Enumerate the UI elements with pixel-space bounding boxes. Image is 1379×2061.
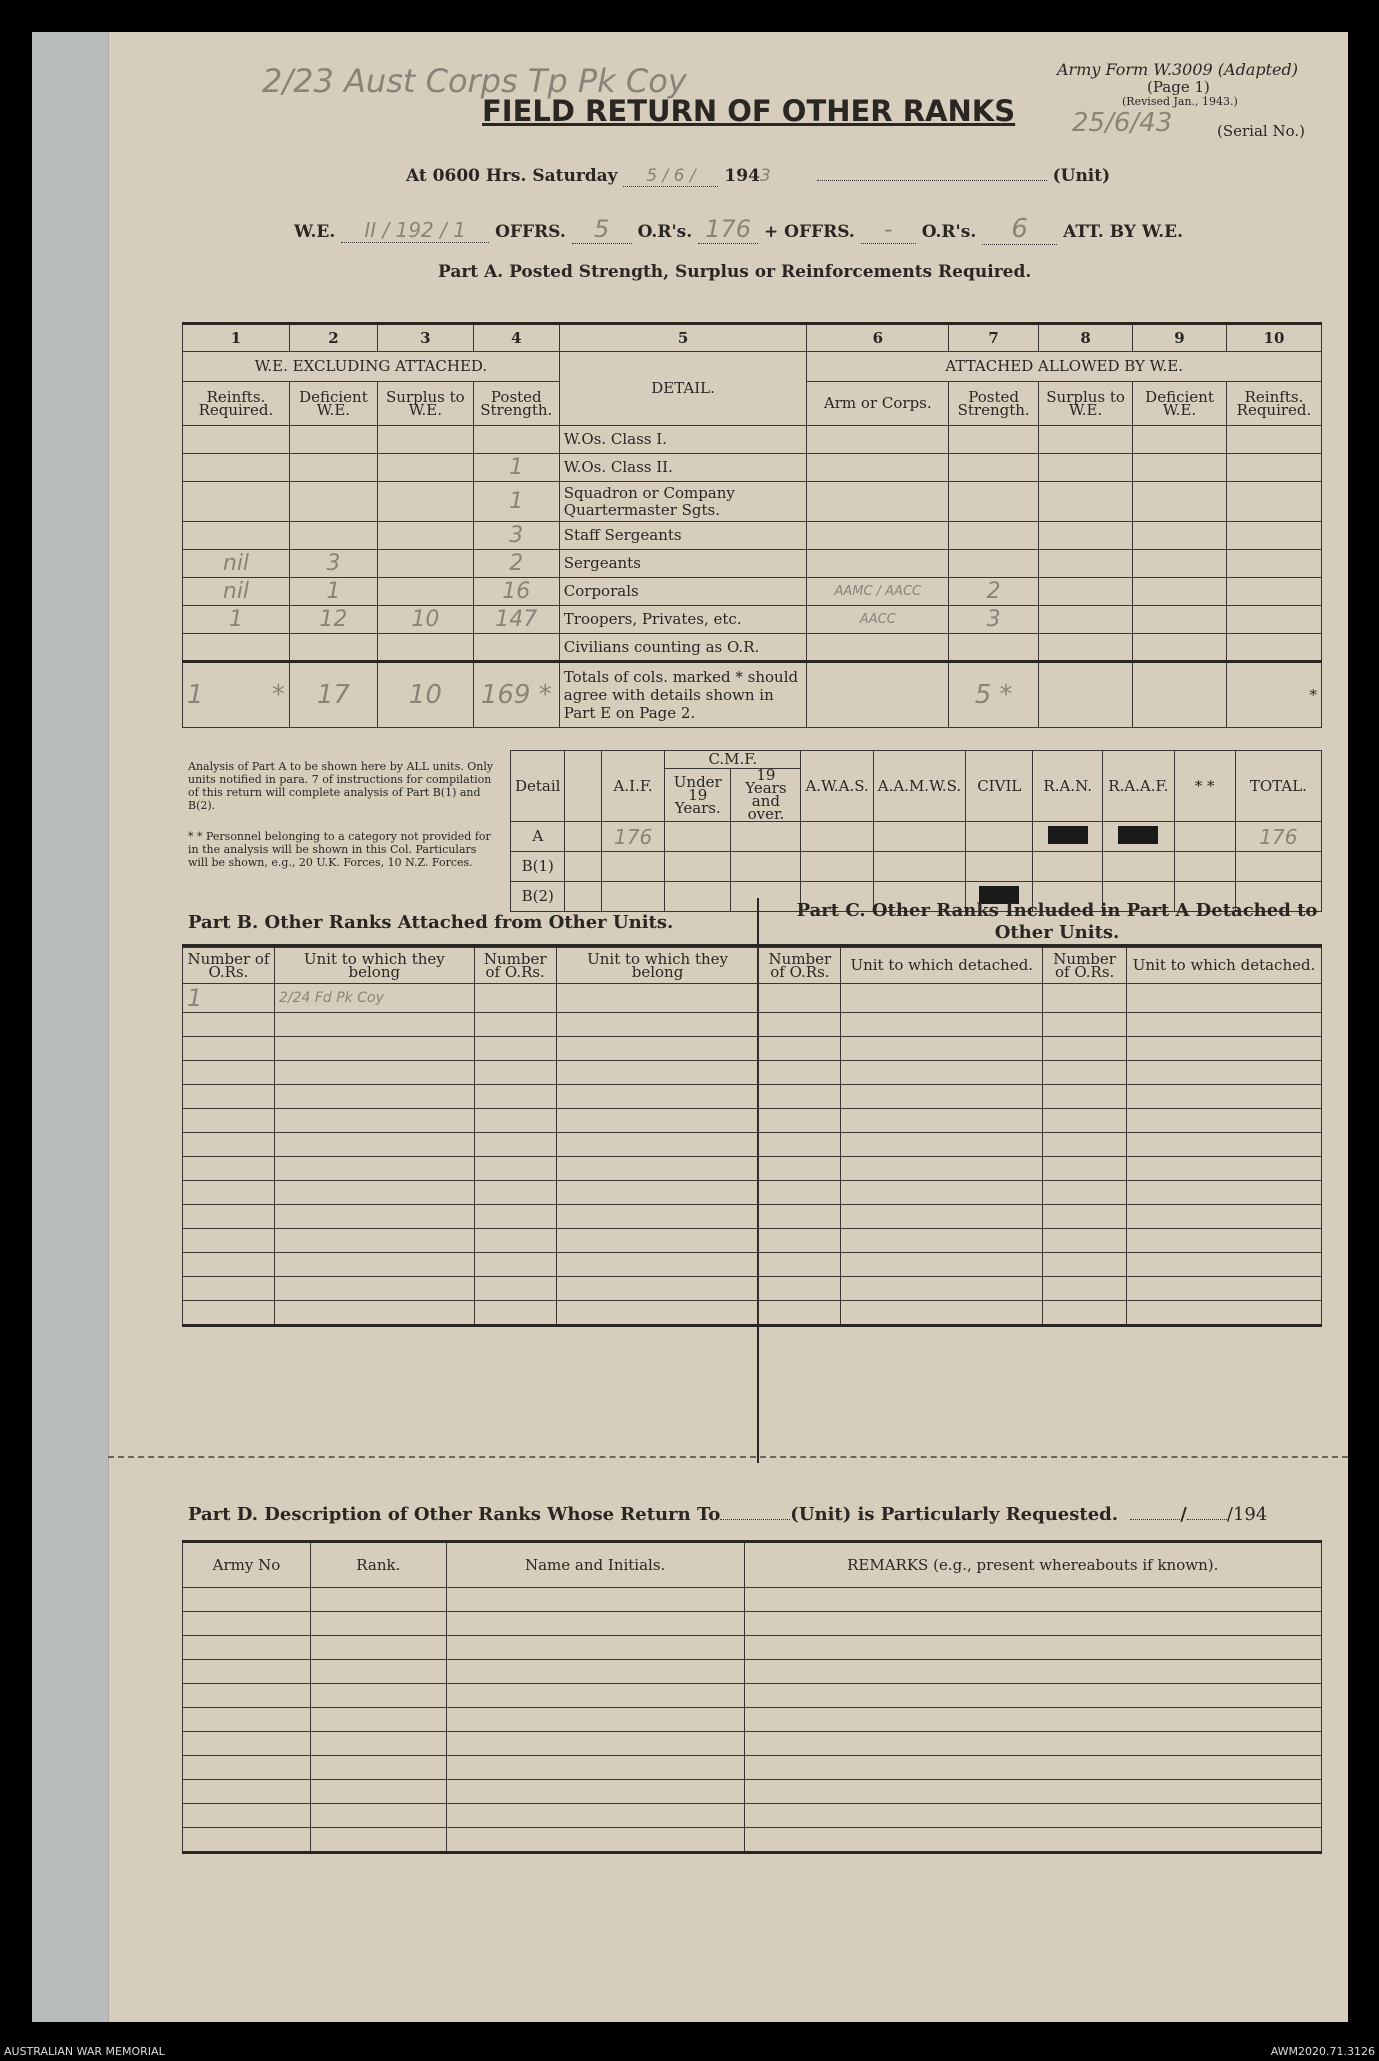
row-cell-c2: 12 (289, 606, 377, 634)
serial-number-hand: 25/6/43 (1072, 108, 1173, 138)
row-cell-c10 (1226, 522, 1321, 550)
row-cell-c10 (1226, 482, 1321, 522)
analysis-table: Detail A.I.F. C.M.F. A.W.A.S. A.A.M.W.S. CIVIL R.A.N. R.A.A.F. * * TOTAL. Under 19 Years. 19 Years and over. A 176 176 B(1) B(2) (510, 750, 1322, 912)
row-cell-c10 (1226, 550, 1321, 578)
row-cell-c8 (1039, 522, 1133, 550)
row-cell-c3 (377, 454, 473, 482)
totals-note: Totals of cols. marked * should agree with details shown in Part E on Page 2. (559, 662, 807, 728)
part-a-row (183, 606, 1322, 634)
row-cell-c2 (289, 482, 377, 522)
row-cell-c10 (1226, 454, 1321, 482)
part-a-table: 1 2 3 4 5 6 7 8 9 10 W.E. EXCLUDING ATTACHED. DETAIL. ATTACHED ALLOWED BY W.E. Reinfts. Required. Deficient W.E. Surplus to W.E. Posted Strength. Arm or Corps. Posted Strength. Surplus to W.E. Deficient W.E. Reinfts. Required. W.Os. Class I. 1 W.Os. Class II. 1 Squadron or Company Quartermaster Sgts. 3 Staff Sergeants nil 3 2 Sergeants nil 1 16 Corporals AAMC / AACC 2 1 12 10 147 Troopers, Privates, etc. AACC 3 Civilians counting as O.R. 1 * 17 10 169 * Totals of cols. marked * should agree with details shown in Part E on Page 2. 5 * * (182, 322, 1322, 728)
group-header-left: W.E. EXCLUDING ATTACHED. (183, 352, 560, 382)
row-cell-c4 (473, 426, 559, 454)
blank-row (183, 1588, 1322, 1612)
row-cell-c7 (949, 426, 1039, 454)
part-b-title: Part B. Other Ranks Attached from Other Units. (188, 912, 674, 933)
blank-row (183, 1229, 1322, 1253)
analysis-row-b1: B(1) (511, 852, 1322, 882)
blank-row (183, 1732, 1322, 1756)
row-cell-c7 (949, 550, 1039, 578)
row-cell-c10 (1226, 606, 1321, 634)
part-d-header-row: Army No Rank. Name and Initials. REMARKS (e.g., present whereabouts if known). (183, 1542, 1322, 1588)
row-detail-label: Sergeants (559, 550, 807, 578)
blank-row (183, 1756, 1322, 1780)
part-d-table (182, 1540, 1322, 1854)
blank-row (183, 1061, 1322, 1085)
row-cell-c2 (289, 426, 377, 454)
row-cell-c8 (1039, 634, 1133, 662)
row-detail-label: Squadron or Company Quartermaster Sgts. (559, 482, 807, 522)
row-cell-c8 (1039, 454, 1133, 482)
revised-date: (Revised Jan., 1943.) (1122, 95, 1238, 108)
part-bc-body (183, 1013, 1322, 1326)
row-cell-c1 (183, 522, 290, 550)
row-cell-c7 (949, 454, 1039, 482)
at-line: At 0600 Hrs. Saturday 5 / 6 / 1943 (Unit) (406, 166, 1111, 186)
row-cell-c7 (949, 634, 1039, 662)
row-cell-c1 (183, 454, 290, 482)
row-cell-c3 (377, 578, 473, 606)
part-a-row (183, 550, 1322, 578)
blank-row (183, 1708, 1322, 1732)
part-d-body (183, 1588, 1322, 1853)
row-cell-c10 (1226, 578, 1321, 606)
blank-row (183, 1253, 1322, 1277)
row-cell-c2 (289, 634, 377, 662)
row-cell-c7 (949, 482, 1039, 522)
blank-row (183, 1133, 1322, 1157)
row-cell-c1 (183, 482, 290, 522)
row-cell-c1: nil (183, 578, 290, 606)
form-number: Army Form W.3009 (Adapted) (1057, 60, 1299, 79)
we-line: W.E. II / 192 / 1 OFFRS. 5 O.R's. 176 + OFFRS. - O.R's. 6 ATT. BY W.E. (294, 214, 1184, 244)
serial-label: (Serial No.) (1217, 122, 1305, 140)
part-a-row (183, 426, 1322, 454)
row-cell-c8 (1039, 606, 1133, 634)
row-cell-c10 (1226, 426, 1321, 454)
redaction-ran (1048, 826, 1088, 844)
row-cell-c9 (1133, 578, 1227, 606)
row-cell-c2 (289, 522, 377, 550)
blank-row (183, 1109, 1322, 1133)
blank-row (183, 1780, 1322, 1804)
blank-row (183, 1157, 1322, 1181)
row-cell-c9 (1133, 454, 1227, 482)
row-cell-c6 (807, 454, 949, 482)
analysis-note-2: * * Personnel belonging to a category not provided for in the analysis will be shown in this Col. Particulars will be shown, e.g., 20 U.K. Forces, 10 N.Z. Forces. (188, 830, 491, 869)
row-cell-c6 (807, 426, 949, 454)
blank-row (183, 1277, 1322, 1301)
totals-row: 1 * 17 10 169 * Totals of cols. marked * should agree with details shown in Part E on Page 2. 5 * * (183, 662, 1322, 728)
row-cell-c7: 2 (949, 578, 1039, 606)
part-b-entry-row: 1 2/24 Fd Pk Coy (183, 984, 1322, 1013)
blank-row (183, 1205, 1322, 1229)
redaction-raaf (1118, 826, 1158, 844)
row-cell-c4: 1 (473, 482, 559, 522)
row-cell-c3 (377, 634, 473, 662)
part-a-row (183, 634, 1322, 662)
part-a-body (183, 426, 1322, 662)
row-detail-label: W.Os. Class II. (559, 454, 807, 482)
blank-row (183, 1181, 1322, 1205)
analysis-row-a: A 176 176 (511, 822, 1322, 852)
row-detail-label: Civilians counting as O.R. (559, 634, 807, 662)
detail-header: DETAIL. (559, 352, 807, 426)
row-cell-c8 (1039, 482, 1133, 522)
footer-institution: AUSTRALIAN WAR MEMORIAL (4, 2045, 165, 2058)
row-cell-c6 (807, 522, 949, 550)
row-cell-c4: 2 (473, 550, 559, 578)
handwritten-unit-note: 2/23 Aust Corps Tp Pk Coy (262, 62, 687, 100)
row-cell-c4: 1 (473, 454, 559, 482)
row-cell-c1: 1 (183, 606, 290, 634)
date-hand: 5 / 6 / (623, 166, 718, 187)
row-cell-c9 (1133, 634, 1227, 662)
column-number-row: 1 2 3 4 5 6 7 8 9 10 (183, 324, 1322, 352)
perforation-line (108, 1456, 1348, 1458)
part-a-row (183, 522, 1322, 550)
blank-row (183, 1013, 1322, 1037)
row-cell-c4 (473, 634, 559, 662)
row-cell-c1: nil (183, 550, 290, 578)
row-cell-c6 (807, 634, 949, 662)
row-detail-label: Staff Sergeants (559, 522, 807, 550)
row-detail-label: Troopers, Privates, etc. (559, 606, 807, 634)
row-cell-c2: 3 (289, 550, 377, 578)
row-cell-c9 (1133, 550, 1227, 578)
part-c-title: Part C. Other Ranks Included in Part A Detached to Other Units. (796, 900, 1318, 943)
part-a-row (183, 578, 1322, 606)
row-detail-label: W.Os. Class I. (559, 426, 807, 454)
row-cell-c3 (377, 522, 473, 550)
part-d-title: Part D. Description of Other Ranks Whose Return To (Unit) is Particularly Requested. / /194 (188, 1504, 1268, 1525)
row-cell-c3 (377, 482, 473, 522)
row-cell-c7 (949, 522, 1039, 550)
row-cell-c9 (1133, 426, 1227, 454)
row-cell-c2: 1 (289, 578, 377, 606)
blank-row (183, 1636, 1322, 1660)
footer-catalogue-id: AWM2020.71.3126 (1270, 2045, 1375, 2058)
blank-row (183, 1660, 1322, 1684)
part-a-row (183, 482, 1322, 522)
row-cell-c3 (377, 550, 473, 578)
row-cell-c4: 3 (473, 522, 559, 550)
part-bc-table (182, 947, 1322, 1327)
blue-margin-strip (32, 32, 109, 2022)
part-bc-header-row: Number of O.Rs. Unit to which they belong Number of O.Rs. Unit to which they belong Number of O.Rs. Unit to which detached. Number of O.Rs. Unit to which detached. (183, 948, 1322, 984)
form-title: FIELD RETURN OF OTHER RANKS (482, 94, 1016, 128)
blank-row (183, 1301, 1322, 1326)
row-cell-c8 (1039, 578, 1133, 606)
row-cell-c8 (1039, 426, 1133, 454)
row-cell-c6: AAMC / AACC (807, 578, 949, 606)
row-cell-c1 (183, 426, 290, 454)
row-cell-c9 (1133, 482, 1227, 522)
blank-row (183, 1804, 1322, 1828)
row-cell-c4: 147 (473, 606, 559, 634)
row-cell-c10 (1226, 634, 1321, 662)
blank-row (183, 1612, 1322, 1636)
blank-row (183, 1828, 1322, 1853)
row-cell-c3 (377, 426, 473, 454)
analysis-row-b2: B(2) (511, 882, 1322, 912)
row-cell-c2 (289, 454, 377, 482)
part-a-title: Part A. Posted Strength, Surplus or Reinforcements Required. (438, 262, 1032, 282)
row-cell-c3: 10 (377, 606, 473, 634)
row-cell-c9 (1133, 522, 1227, 550)
row-cell-c1 (183, 634, 290, 662)
blank-row (183, 1684, 1322, 1708)
row-cell-c4: 16 (473, 578, 559, 606)
row-cell-c8 (1039, 550, 1133, 578)
row-detail-label: Corporals (559, 578, 807, 606)
form-paper (32, 32, 1348, 2022)
analysis-note-1: Analysis of Part A to be shown here by ALL units. Only units notified in para. 7 of instructions for compilation of this return will complete analysis of Part B(1) and B(2). (188, 760, 494, 812)
row-cell-c6: AACC (807, 606, 949, 634)
group-header-right: ATTACHED ALLOWED BY W.E. (807, 352, 1322, 382)
blank-row (183, 1037, 1322, 1061)
page-indicator: (Page 1) (1147, 78, 1210, 96)
part-a-row (183, 454, 1322, 482)
row-cell-c9 (1133, 606, 1227, 634)
blank-row (183, 1085, 1322, 1109)
row-cell-c7: 3 (949, 606, 1039, 634)
row-cell-c6 (807, 550, 949, 578)
row-cell-c6 (807, 482, 949, 522)
